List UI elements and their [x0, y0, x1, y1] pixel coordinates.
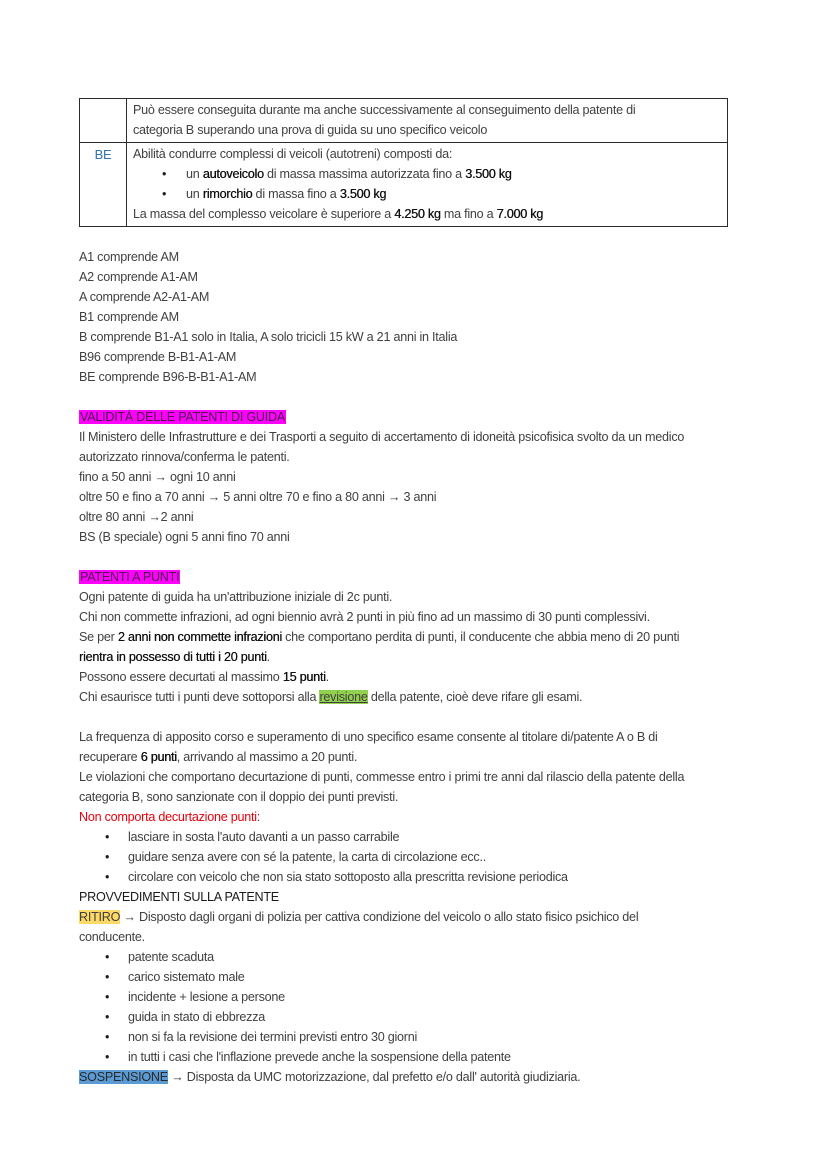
category-description-cell — [127, 99, 728, 143]
text: un — [186, 187, 203, 201]
list-item: • guida in stato di ebbrezza — [128, 1007, 749, 1027]
list-item: • circolare con veicolo che non sia stato sottoposto alla prescritta revisione periodica — [128, 867, 749, 887]
ritiro-cases-list — [79, 947, 749, 1067]
paragraph-line — [79, 647, 749, 667]
list-item — [186, 164, 721, 184]
text: della patente, cioè deve rifare gli esami. — [367, 690, 583, 704]
bold-text: 7.000 kg — [496, 207, 543, 221]
text: Se per — [79, 630, 118, 644]
bold-text: 2 anni non commette infrazioni — [117, 630, 282, 644]
inclusion-line: A1 comprende AM — [79, 250, 179, 264]
text: : — [256, 810, 261, 824]
paragraph-line: Ogni patente di guida ha un'attribuzione iniziale di 2c punti. — [79, 590, 393, 604]
table-row — [80, 99, 728, 143]
list-item — [186, 184, 721, 204]
text: Possono essere decurtati al massimo — [79, 670, 283, 684]
text: La massa del complesso veicolare è superiore a — [133, 207, 395, 221]
validity-rule: fino a 50 anni → ogni 10 anni — [79, 470, 236, 484]
inclusion-line: B comprende B1-A1 solo in Italia, A solo tricicli 15 kW a 21 anni in Italia — [79, 330, 458, 344]
paragraph-line: conducente. — [79, 930, 145, 944]
list-item: • guidare senza avere con sé la patente, la carta di circolazione ecc.. — [128, 847, 749, 867]
text: . — [325, 670, 329, 684]
inclusion-line: BE comprende B96-B-B1-A1-AM — [79, 370, 257, 384]
category-code-cell — [80, 99, 127, 143]
paragraph-line — [79, 627, 749, 647]
revisione-highlight: revisione — [319, 690, 368, 704]
validity-rule: BS (B speciale) ogni 5 anni fino 70 anni — [79, 530, 290, 544]
text: di massa fino a — [252, 187, 340, 201]
no-decurtazione-list — [79, 827, 749, 887]
list-item: • lasciare in sosta l'auto davanti a un passo carrabile — [128, 827, 749, 847]
spacer — [79, 707, 749, 727]
text: di massa massima autorizzata fino a — [263, 167, 466, 181]
inclusion-line: B1 comprende AM — [79, 310, 179, 324]
text: che comportano perdita di punti, il conducente che abbia meno di 20 punti — [281, 630, 680, 644]
paragraph-line: categoria B, sono sanzionate con il doppio dei punti previsti. — [79, 790, 399, 804]
list-item: • carico sistemato male — [128, 967, 749, 987]
heading-highlight: PATENTI A PUNTI — [80, 570, 180, 584]
description-line: categoria B superando una prova di guida su uno specifico veicolo — [133, 123, 488, 137]
bold-text: 4.250 kg — [394, 207, 441, 221]
text: Chi esaurisce tutti i punti deve sottoporsi alla — [79, 690, 320, 704]
paragraph-line: Il Ministero delle Infrastrutture e dei Trasporti a seguito di accertamento di idoneità psicofisica svolto da un medico — [79, 430, 685, 444]
spacer — [79, 387, 749, 407]
bold-text: 6 punti — [140, 750, 177, 764]
warning-text: Non comporta decurtazione punti — [79, 810, 257, 824]
description-outro — [133, 204, 721, 224]
text: , arrivando al massimo a 20 punti. — [176, 750, 358, 764]
bold-text: rimorchio — [202, 187, 253, 201]
sospensione-highlight: SOSPENSIONE — [79, 1070, 168, 1084]
list-item: • non si fa la revisione dei termini previsti entro 30 giorni — [128, 1027, 749, 1047]
list-item: • patente scaduta — [128, 947, 749, 967]
text: → Disposto dagli organi di polizia per cattiva condizione del veicolo o allo stato fisico psichico del — [120, 910, 639, 924]
bold-text: 3.500 kg — [339, 187, 387, 201]
inclusion-line: B96 comprende B-B1-A1-AM — [79, 350, 237, 364]
paragraph-line: Le violazioni che comportano decurtazione di punti, commesse entro i primi tre anni dal rilascio della patente della — [79, 770, 685, 784]
document-page — [79, 98, 749, 1087]
table-row — [80, 143, 728, 227]
text: ma fino a — [440, 207, 497, 221]
list-item: • incidente + lesione a persone — [128, 987, 749, 1007]
text: → Disposta da UMC motorizzazione, dal prefetto e/o dall' autorità giudiziaria. — [167, 1070, 581, 1084]
sospensione-line — [79, 1067, 749, 1087]
paragraph-line — [79, 667, 749, 687]
points-section — [79, 567, 749, 887]
paragraph-line: La frequenza di apposito corso e superamento di uno specifico esame consente al titolare di/patente A o B di — [79, 730, 658, 744]
inclusion-line: A comprende A2-A1-AM — [79, 290, 210, 304]
validity-section — [79, 407, 749, 547]
no-decurtazione-label — [79, 807, 749, 827]
ritiro-highlight: RITIRO — [79, 910, 121, 924]
section-heading: PROVVEDIMENTI SULLA PATENTE — [79, 890, 279, 904]
heading-highlight: VALIDITÁ DELLE PATENTI DI GUIDA — [80, 410, 285, 424]
paragraph-line — [79, 687, 749, 707]
text: recuperare — [79, 750, 141, 764]
license-category-table — [79, 98, 728, 227]
vehicle-composition-list — [133, 164, 721, 204]
ritiro-line — [79, 907, 749, 927]
category-description-cell — [127, 143, 728, 227]
section-heading — [79, 407, 749, 427]
paragraph-line: Chi non commette infrazioni, ad ogni biennio avrà 2 punti in più fino ad un massimo di 30 punti complessivi. — [79, 610, 650, 624]
bold-text: 3.500 kg — [465, 167, 512, 181]
validity-rule: oltre 50 e fino a 70 anni → 5 anni oltre 70 e fino a 80 anni → 3 anni — [79, 490, 437, 504]
section-heading — [79, 567, 749, 587]
inclusion-line: A2 comprende A1-AM — [79, 270, 198, 284]
text: . — [266, 650, 270, 664]
text: un — [186, 167, 203, 181]
spacer — [79, 547, 749, 567]
category-code-cell: BE — [80, 143, 127, 227]
provvedimenti-section — [79, 887, 749, 1087]
paragraph-line: autorizzato rinnova/conferma le patenti. — [79, 450, 290, 464]
description-line: Può essere conseguita durante ma anche successivamente al conseguimento della patente di — [133, 103, 636, 117]
validity-rule: oltre 80 anni →2 anni — [79, 510, 194, 524]
bold-text: 15 punti — [282, 670, 326, 684]
inclusions-section — [79, 247, 749, 387]
bold-text: rientra in possesso di tutti i 20 punti — [79, 650, 267, 664]
paragraph-line — [79, 747, 749, 767]
list-item: • in tutti i casi che l'inflazione prevede anche la sospensione della patente — [128, 1047, 749, 1067]
description-intro: Abilità condurre complessi di veicoli (autotreni) composti da: — [133, 147, 453, 161]
bold-text: autoveicolo — [202, 167, 264, 181]
